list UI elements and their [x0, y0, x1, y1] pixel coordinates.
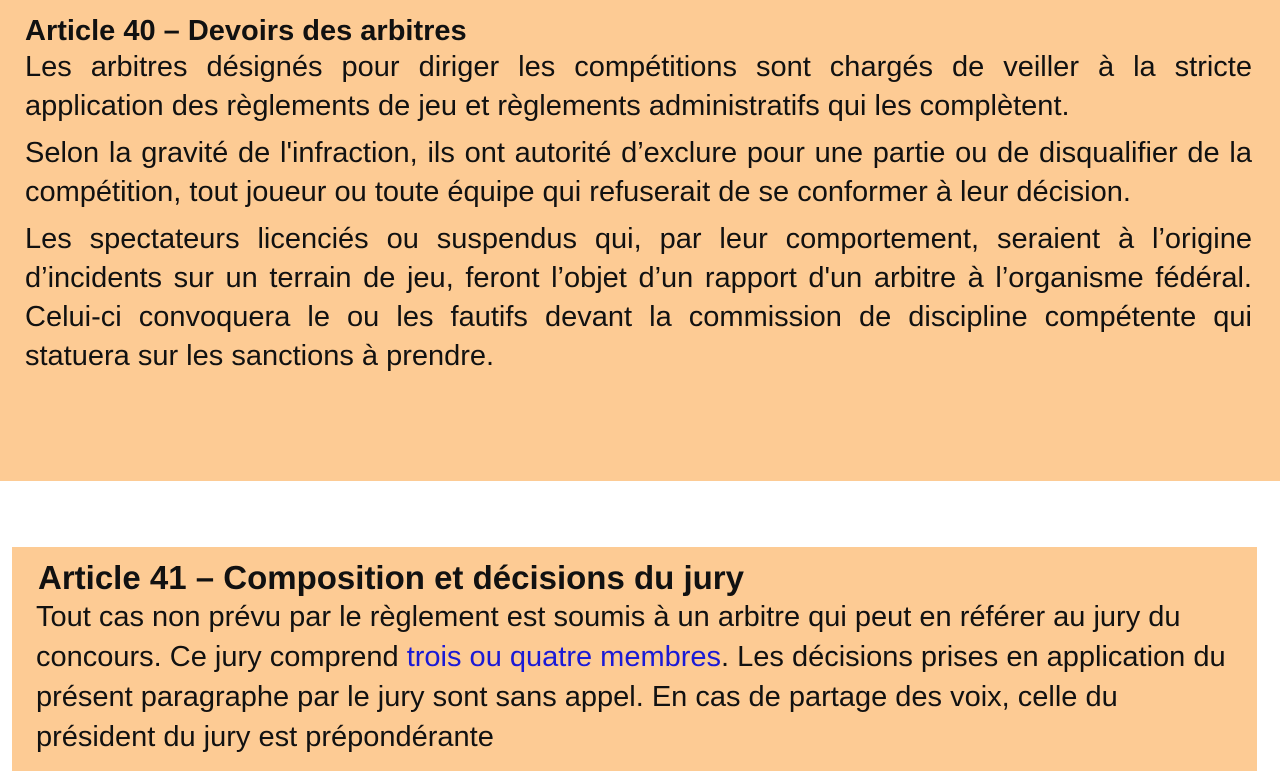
article-41-text-before: Tout cas non prévu par le règlement est soumis à un arbitre qui peut en référer au jury du concours. Ce jury comprend	[36, 601, 1181, 673]
article-41-text-after: . Les décisions prises en application du présent paragraphe par le jury sont sans appel. En cas de partage des voix, celle du président du jury est prépondérante	[36, 641, 1226, 753]
article-41-box	[12, 547, 1257, 771]
article-41-title: Article 41 – Composition et décisions du jury	[38, 559, 744, 596]
article-41-paragraph	[36, 597, 1237, 757]
article-40-paragraph-3: Les spectateurs licenciés ou suspendus qui, par leur comportement, seraient à l’origine d’incidents sur un terrain de jeu, feront l’objet d’un rapport d'un arbitre à l’organisme fédéral. Celui-ci convoquera le ou les fautifs devant la commission de discipline compétente qui statuera sur les sanctions à prendre.	[25, 223, 1252, 372]
article-40-paragraph-1: Les arbitres désignés pour diriger les compétitions sont chargés de veiller à la stricte application des règlements de jeu et règlements administratifs qui les complètent.	[25, 51, 1252, 122]
article-40-title: Article 40 – Devoirs des arbitres	[25, 15, 467, 47]
article-40-paragraph-2: Selon la gravité de l'infraction, ils ont autorité d’exclure pour une partie ou de disqualifier de la compétition, tout joueur ou toute équipe qui refuserait de se conformer à leur décision.	[25, 137, 1252, 208]
article-41-highlight: trois ou quatre membres	[406, 641, 722, 673]
